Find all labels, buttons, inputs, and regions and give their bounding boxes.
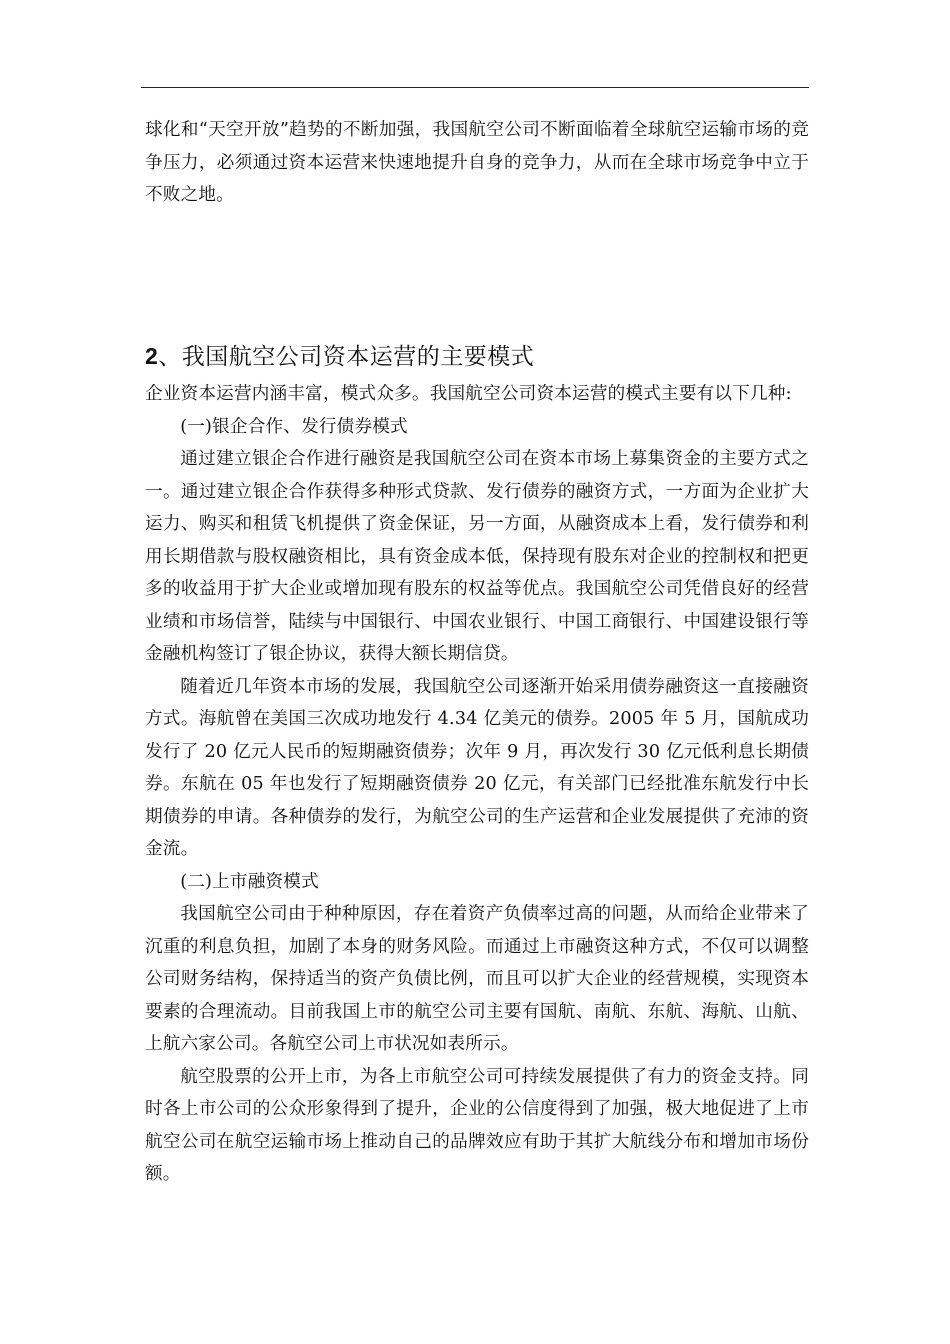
paragraph-listing-benefits: 航空股票的公开上市，为各上市航空公司可持续发展提供了有力的资金支持。同时各上市公司的公众形象得到了提升，企业的公信度得到了加强，极大地促进了上市航空公司在航空运输市场上推动自己的品牌效应有助于其扩大航线分布和增加市场份额。 (145, 1066, 809, 1184)
paragraph-overview: 企业资本运营内涵丰富，模式众多。我国航空公司资本运营的模式主要有以下几种: (145, 384, 792, 404)
subheading-bank-bond: (一)银企合作、发行债券模式 (180, 416, 408, 437)
section-body (145, 378, 809, 1191)
paragraph-listing-financing: 我国航空公司由于种种原因，存在着资产负债率过高的问题，从而给企业带来了沉重的利息负担，加剧了本身的财务风险。而通过上市融资这种方式，不仅可以调整公司财务结构，保持适当的资产负债比例，而且可以扩大企业的经营规模，实现资本要素的合理流动。目前我国上市的航空公司主要有国航、南航、东航、海航、山航、上航六家公司。各航空公司上市状况如表所示。 (145, 904, 809, 1054)
section-title: 、我国航空公司资本运营的主要模式 (158, 344, 535, 370)
section-number: 2 (145, 343, 159, 369)
subheading-listing: (二)上市融资模式 (180, 871, 319, 892)
section-heading (145, 338, 809, 375)
paragraph-bank-cooperation: 通过建立银企合作进行融资是我国航空公司在资本市场上募集资金的主要方式之一。通过建立银企合作获得多种形式贷款、发行债券的融资方式，一方面为企业扩大运力、购买和租赁飞机提供了资金保证，另一方面，从融资成本上看，发行债券和利用长期借款与股权融资相比，具有资金成本低，保持现有股东对企业的控制权和把更多的收益用于扩大企业或增加现有股东的权益等优点。我国航空公司凭借良好的经营业绩和市场信誉，陆续与中国银行、中国农业银行、中国工商银行、中国建设银行等金融机构签订了银企协议，获得大额长期信贷。 (145, 449, 809, 664)
header-rule (141, 87, 809, 88)
paragraph-bond-financing: 随着近几年资本市场的发展，我国航空公司逐渐开始采用债券融资这一直接融资方式。海航曾在美国三次成功地发行 4.34 亿美元的债券。2005 年 5 月，国航成功发行了 20 亿元人民币的短期融资债券；次年 9 月，再次发行 30 亿元低利息长期债券。东航在 05 年也发行了短期融资债券 20 亿元，有关部门已经批准东航发行中长期债券的申请。各种债券的发行，为航空公司的生产运营和企业发展提供了充沛的资金流。 (145, 676, 809, 859)
intro-paragraph: 球化和“天空开放”趋势的不断加强，我国航空公司不断面临着全球航空运输市场的竞争压力，必须通过资本运营来快速地提升自身的竞争力，从而在全球市场竞争中立于不败之地。 (145, 120, 809, 205)
